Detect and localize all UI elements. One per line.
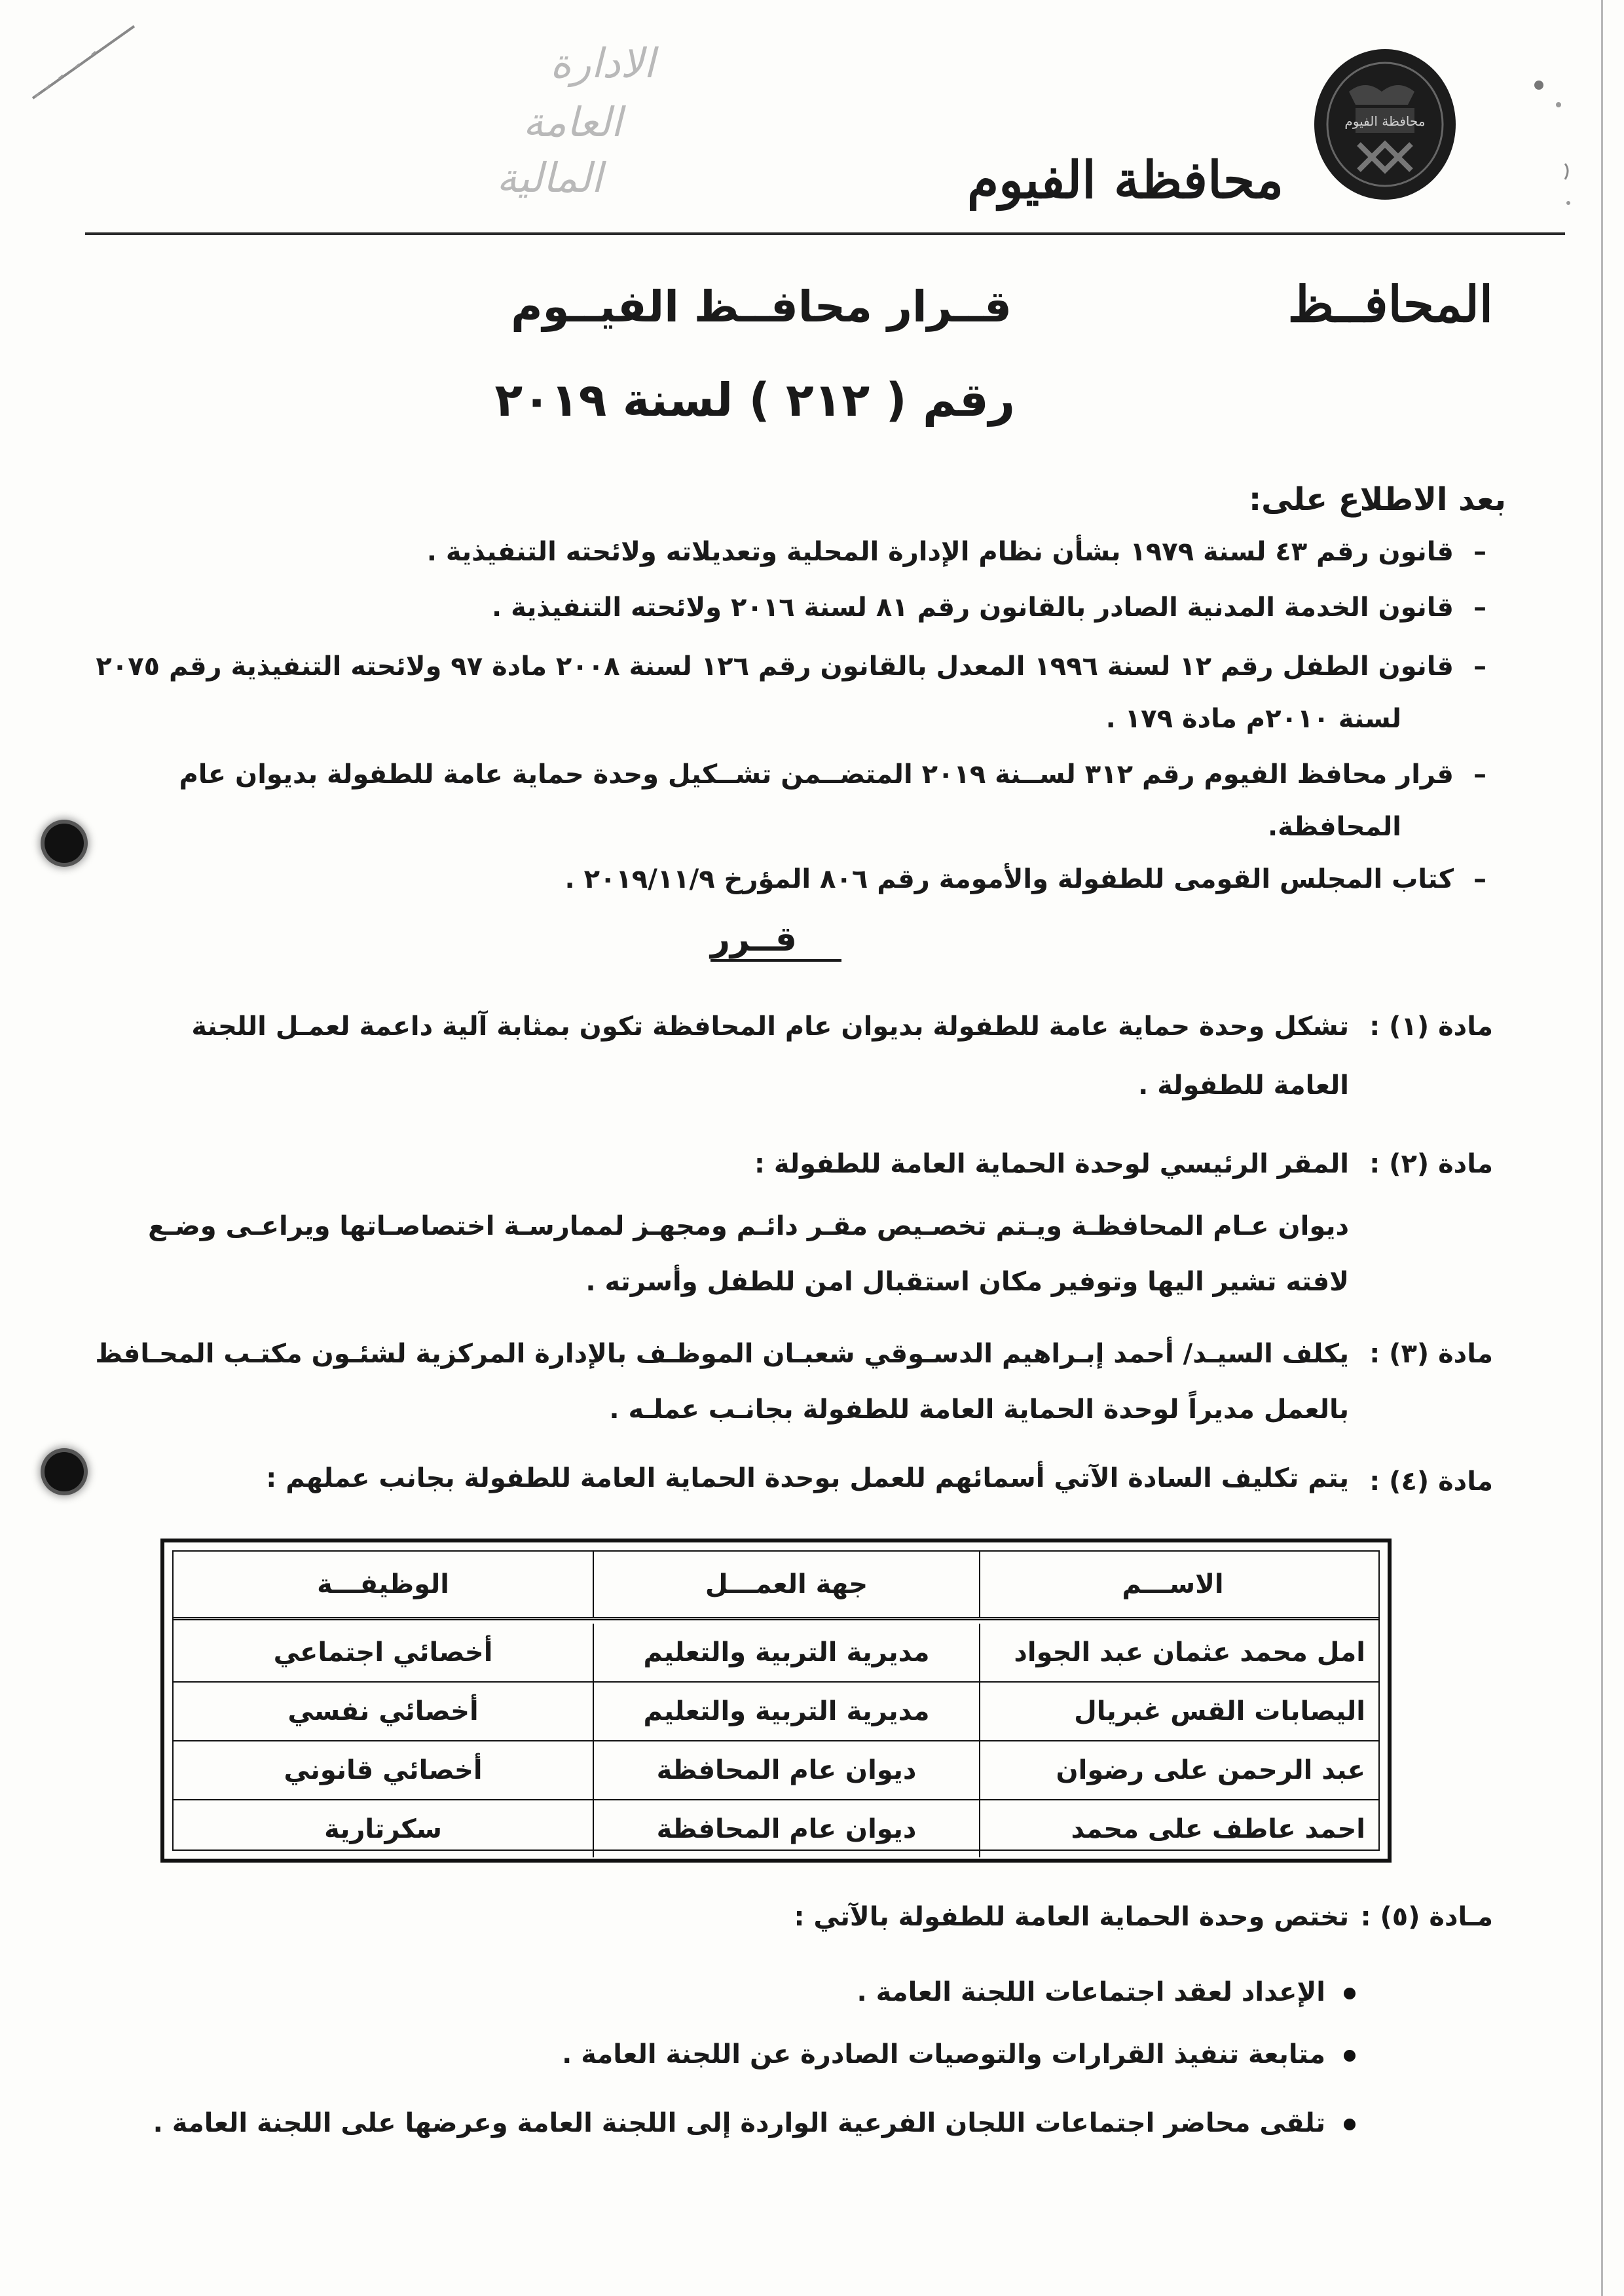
- staff-workplace: مديرية التربية والتعليم: [593, 1683, 979, 1740]
- staff-job: أخصائي قانوني: [284, 1755, 483, 1785]
- article-3-label: مادة (٣) :: [1369, 1339, 1493, 1369]
- preamble-intro: بعد الاطلاع على:: [1248, 481, 1506, 518]
- reference-continuation: المحافظة.: [1267, 812, 1401, 842]
- reference-text: قانون رقم ٤٣ لسنة ١٩٧٩ بشأن نظام الإدارة المحلية وتعديلاته ولائحته التنفيذية .: [426, 537, 1454, 567]
- article-1-label: مادة (١) :: [1369, 1011, 1493, 1042]
- page-edge-shadow: [1601, 0, 1603, 2296]
- duty-text: تلقى محاضر اجتماعات اللجان الفرعية الواردة إلى اللجنة العامة وعرضها على اللجنة العامة .: [153, 2108, 1325, 2138]
- staff-workplace: ديوان عام المحافظة: [593, 1741, 979, 1799]
- punch-hole: [45, 1452, 84, 1491]
- governorate-name: محافظة الفيوم: [967, 151, 1283, 210]
- duty-item: [857, 1977, 1356, 2007]
- decree-title: قــرار محافــظ الفيــوم: [511, 282, 1012, 332]
- column-header-work: جهة العمـــل: [593, 1552, 979, 1617]
- table-row: [174, 1683, 1378, 1741]
- article-4-text: يتم تكليف السادة الآتي أسمائهم للعمل بوحدة الحماية العامة للطفولة بجانب عملهم :: [266, 1463, 1349, 1493]
- bullet-icon: [1344, 2050, 1356, 2062]
- bullet-icon: [1344, 2119, 1356, 2130]
- staff-name: اليصابات القس غبريال: [979, 1683, 1378, 1740]
- decides-underline: [710, 959, 841, 962]
- duty-text: متابعة تنفيذ القرارات والتوصيات الصادرة عن اللجنة العامة .: [562, 2039, 1325, 2069]
- pen-stroke-mark: [26, 13, 138, 111]
- punch-hole: [45, 824, 84, 863]
- staff-job: سكرتارية: [324, 1813, 442, 1844]
- article-1-text: تشكل وحدة حماية عامة للطفولة بديوان عام المحافظة تكون بمثابة آلية داعمة لعمـل اللجنة: [191, 1011, 1349, 1042]
- governorate-seal-logo: [1310, 46, 1460, 203]
- scan-specks: [1506, 65, 1585, 223]
- reference-continuation: لسنة ٢٠١٠م مادة ١٧٩ .: [1105, 704, 1401, 734]
- reference-item: [492, 592, 1506, 623]
- staff-name: عبد الرحمن على رضوان: [979, 1741, 1378, 1799]
- article-1-text: العامة للطفولة .: [1138, 1070, 1349, 1101]
- governor-label: المحافــظ: [1287, 275, 1493, 333]
- table-row: [174, 1624, 1378, 1683]
- table-header-row: [174, 1552, 1378, 1620]
- staff-table: [160, 1539, 1392, 1863]
- dash-marker: –: [1473, 864, 1486, 894]
- decides-heading: قــرر: [710, 920, 797, 959]
- duty-item: [562, 2039, 1356, 2069]
- dash-marker: –: [1473, 592, 1486, 623]
- staff-workplace: مديرية التربية والتعليم: [593, 1624, 979, 1681]
- duty-text: الإعداد لعقد اجتماعات اللجنة العامة .: [857, 1977, 1325, 2007]
- article-5-label: مـادة (٥) :: [1360, 1902, 1493, 1932]
- article-5-text: تختص وحدة الحماية العامة للطفولة بالآتي :: [794, 1902, 1349, 1932]
- duty-item: [153, 2108, 1356, 2138]
- reference-item: [427, 537, 1506, 567]
- reference-text: قانون الخدمة المدنية الصادر بالقانون رقم ٨١ لسنة ٢٠١٦ ولائحته التنفيذية .: [492, 592, 1454, 623]
- article-2-text: المقر الرئيسي لوحدة الحماية العامة للطفولة :: [754, 1149, 1349, 1179]
- reference-text: كتاب المجلس القومى للطفولة والأمومة رقم ٨٠٦ المؤرخ ٢٠١٩/١١/٩ .: [564, 864, 1454, 894]
- table-row: [174, 1741, 1378, 1800]
- article-2-text: لافته تشير اليها وتوفير مكان استقبال امن للطفل وأسرته .: [585, 1267, 1349, 1297]
- article-2-label: مادة (٢) :: [1369, 1149, 1493, 1179]
- decree-number: رقم ( ٢١٢ ) لسنة ٢٠١٩: [494, 373, 1015, 427]
- reference-text: قانون الطفل رقم ١٢ لسنة ١٩٩٦ المعدل بالقانون رقم ١٢٦ لسنة ٢٠٠٨ مادة ٩٧ ولائحته التنفيذية رقم ٢٠٧٥: [96, 651, 1454, 682]
- svg-text:محافظة الفيوم: محافظة الفيوم: [1344, 113, 1426, 129]
- article-2-text: ديوان عـام المحافظـة ويـتم تخصـيص مقـر دائـم ومجهـز لممارسـة اختصاصـاتها ويراعـى وضـع: [148, 1211, 1349, 1241]
- staff-table-inner: [172, 1550, 1380, 1851]
- handwritten-line: العامة: [523, 98, 622, 146]
- header-divider: [85, 232, 1565, 235]
- reference-item: [96, 651, 1506, 682]
- article-3-text: بالعمل مديراً لوحدة الحماية العامة للطفولة بجانـب عملـه .: [609, 1394, 1349, 1425]
- staff-name: احمد عاطف على محمد: [979, 1800, 1378, 1857]
- staff-job: أخصائي اجتماعي: [273, 1637, 493, 1667]
- dash-marker: –: [1473, 759, 1486, 790]
- reference-item: [179, 759, 1506, 790]
- reference-item: [564, 864, 1506, 894]
- handwritten-note: [314, 26, 681, 223]
- dash-marker: –: [1473, 537, 1486, 567]
- column-header-job: الوظيفـــة: [317, 1569, 449, 1599]
- dash-marker: –: [1473, 651, 1486, 682]
- staff-name: امل محمد عثمان عبد الجواد: [979, 1624, 1378, 1681]
- bullet-icon: [1344, 1988, 1356, 1999]
- article-4-label: مادة (٤) :: [1369, 1467, 1493, 1497]
- staff-workplace: ديوان عام المحافظة: [593, 1800, 979, 1857]
- table-row: [174, 1800, 1378, 1857]
- handwritten-line: الادارة: [550, 39, 655, 87]
- column-header-name: الاســـم: [979, 1552, 1378, 1617]
- article-3-text: يكلف السيـد/ أحمد إبـراهيم الدسـوقي شعبـان الموظـف بالإدارة المركزية لشئـون مكتـب المحـافظ: [95, 1339, 1349, 1369]
- handwritten-line: المالية: [496, 154, 602, 202]
- reference-text: قرار محافظ الفيوم رقم ٣١٢ لســنة ٢٠١٩ المتضــمن تشــكيل وحدة حماية عامة للطفولة بديوان عام: [179, 759, 1454, 790]
- staff-job: أخصائي نفسي: [287, 1696, 479, 1726]
